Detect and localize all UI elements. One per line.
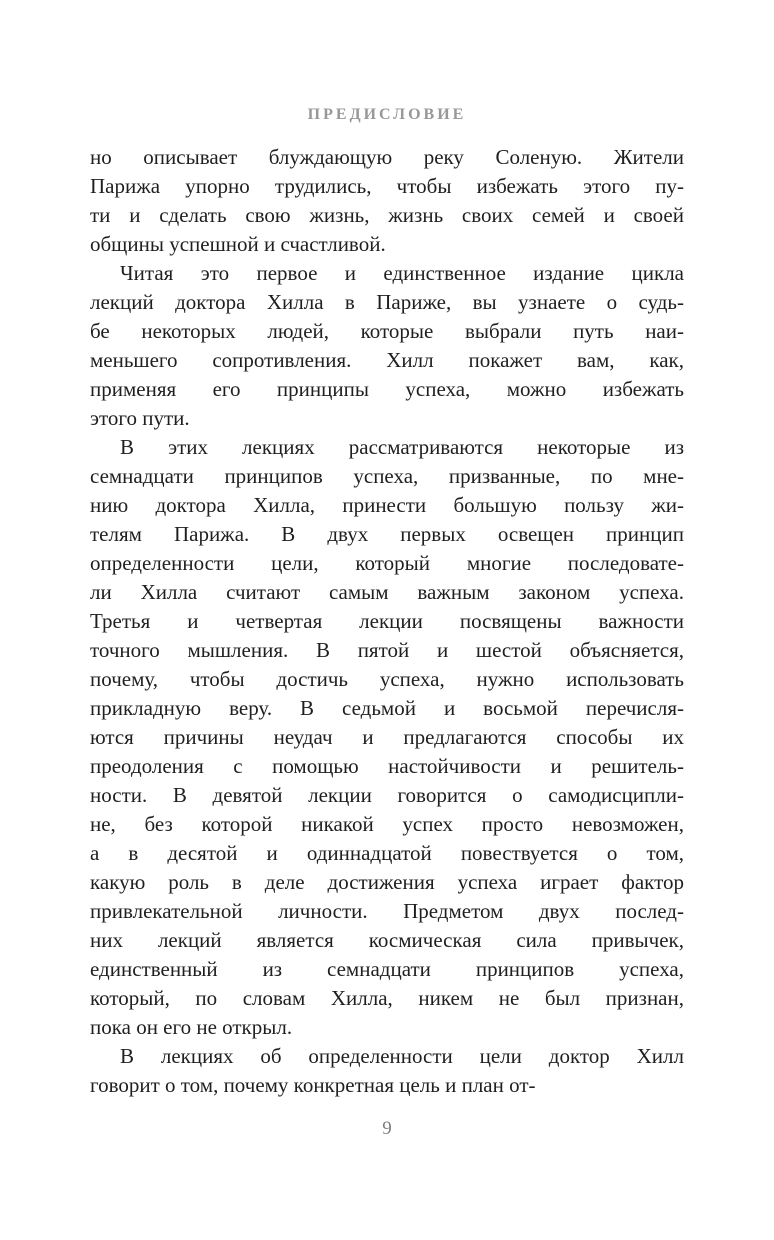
paragraph bbox=[90, 143, 684, 259]
text-line: ли Хилла считают самым важным законом успеха. bbox=[90, 580, 684, 604]
text-line: ности. В девятой лекции говорится о самодисципли- bbox=[90, 783, 684, 807]
text-line: какую роль в деле достижения успеха играет фактор bbox=[90, 870, 684, 894]
text-line: семнадцати принципов успеха, призванные, по мне- bbox=[90, 464, 684, 488]
text-line: говорит о том, почему конкретная цель и план от- bbox=[90, 1073, 536, 1097]
text-line: преодоления с помощью настойчивости и решитель- bbox=[90, 754, 684, 778]
text-line: лекций доктора Хилла в Париже, вы узнаете о судь- bbox=[90, 290, 684, 314]
text-line: не, без которой никакой успех просто невозможен, bbox=[90, 812, 684, 836]
text-line: этого пути. bbox=[90, 406, 190, 430]
paragraph bbox=[90, 1042, 684, 1100]
chapter-running-header: ПРЕДИСЛОВИЕ bbox=[307, 106, 467, 123]
text-line: а в десятой и одиннадцатой повествуется о том, bbox=[90, 841, 684, 865]
text-line: привлекательной личности. Предметом двух послед- bbox=[90, 899, 684, 923]
paragraph bbox=[90, 433, 684, 1042]
paragraph bbox=[90, 259, 684, 433]
page-body bbox=[90, 143, 684, 1100]
text-line: прикладную веру. В седьмой и восьмой перечисля- bbox=[90, 696, 684, 720]
text-line: точного мышления. В пятой и шестой объясняется, bbox=[90, 638, 684, 662]
page-number: 9 bbox=[382, 1118, 392, 1139]
text-line: применяя его принципы успеха, можно избежать bbox=[90, 377, 684, 401]
text-line: телям Парижа. В двух первых освещен принцип bbox=[90, 522, 684, 546]
text-line: единственный из семнадцати принципов успеха, bbox=[90, 957, 684, 981]
text-line: ются причины неудач и предлагаются способы их bbox=[90, 725, 684, 749]
text-line: Читая это первое и единственное издание цикла bbox=[120, 261, 684, 285]
text-line: но описывает блуждающую реку Соленую. Жители bbox=[90, 145, 684, 169]
text-line: нию доктора Хилла, принести большую пользу жи- bbox=[90, 493, 684, 517]
text-line: В лекциях об определенности цели доктор Хилл bbox=[120, 1044, 684, 1068]
text-line: меньшего сопротивления. Хилл покажет вам, как, bbox=[90, 348, 684, 372]
text-line: пока он его не открыл. bbox=[90, 1015, 293, 1039]
text-line: общины успешной и счастливой. bbox=[90, 232, 386, 256]
text-line: почему, чтобы достичь успеха, нужно использовать bbox=[90, 667, 684, 691]
text-line: определенности цели, который многие последовате- bbox=[90, 551, 684, 575]
text-line: В этих лекциях рассматриваются некоторые из bbox=[120, 435, 684, 459]
text-line: ти и сделать свою жизнь, жизнь своих семей и своей bbox=[90, 203, 684, 227]
text-line: бе некоторых людей, которые выбрали путь наи- bbox=[90, 319, 684, 343]
text-line: них лекций является космическая сила привычек, bbox=[90, 928, 684, 952]
text-line: Третья и четвертая лекции посвящены важности bbox=[90, 609, 684, 633]
text-line: который, по словам Хилла, никем не был признан, bbox=[90, 986, 684, 1010]
text-line: Парижа упорно трудились, чтобы избежать этого пу- bbox=[90, 174, 684, 198]
